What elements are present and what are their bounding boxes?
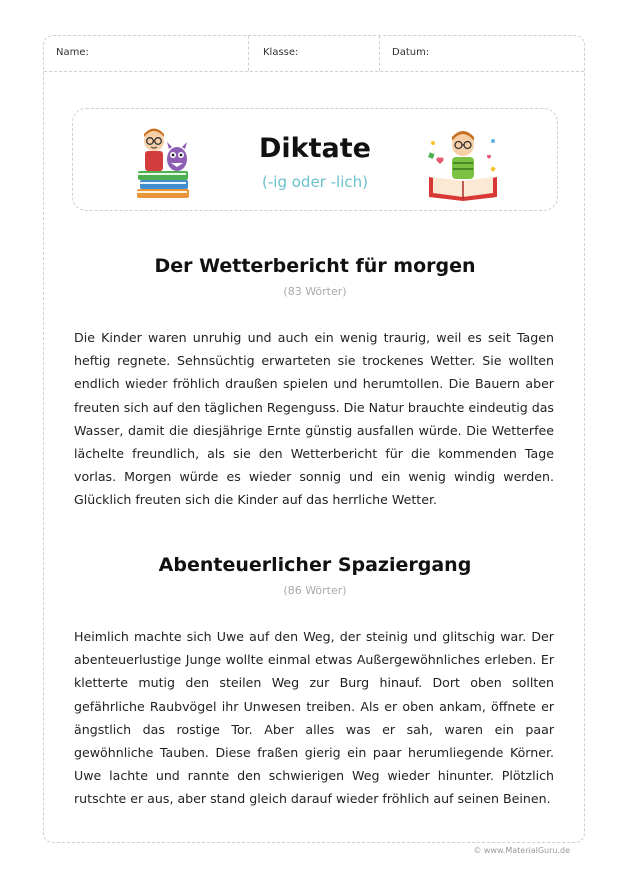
copyright-notice: © www.MaterialGuru.de (473, 846, 570, 855)
klasse-field[interactable] (249, 36, 380, 71)
worksheet-title: Diktate (259, 133, 371, 164)
title-box (72, 108, 558, 211)
name-field[interactable] (44, 36, 249, 71)
datum-label: Datum: (392, 47, 430, 58)
story-title-wetterbericht: Der Wetterbericht für morgen (154, 255, 476, 277)
name-label: Name: (56, 47, 89, 58)
boy-reading-book-icon (423, 121, 503, 201)
story-text-wetterbericht: Die Kinder waren unruhig und auch ein wenig traurig, weil es seit Tagen heftig regnete. Sehnsüchtig erwarteten sie trockenes Wetter. Sie wollten endlich wieder fröhlich draußen spielen und herumtollen. Die Bauern aber freuten sich auf den täglichen Regenguss. Die Natur brauchte eindeutig das Wasser, damit die diesjährige Ernte günstig ausfallen würde. Die Wetterfee lächelte freundlich, als sie den Wetterbericht für die kommenden Tage vorlas. Morgen würde es wieder sonnig und ein wenig windig werden. Glücklich freuten sich die Kinder auf das herrliche Wetter. (74, 330, 554, 508)
story-text-spaziergang: Heimlich machte sich Uwe auf den Weg, der steinig und glitschig war. Der abenteuerlustige Junge wollte einmal etwas Außergewöhnliches erleben. Er kletterte mutig den steilen Weg zur Burg hinauf. Dort oben sollten gefährliche Raubvögel ihr Unwesen treiben. Als er oben ankam, öffnete er ängstlich das rostige Tor. Aber alles was er sah, waren ein paar gewöhnliche Tauben. Diese fraßen gierig ein paar herumliegende Körner. Uwe lachte und rannte den schwierigen Weg wieder hinunter. Plötzlich rutschte er aus, aber stand gleich darauf wieder fröhlich auf seinen Beinen. (74, 629, 554, 807)
story-word-count-spaziergang: (86 Wörter) (283, 584, 347, 597)
klasse-label: Klasse: (263, 47, 299, 58)
student-info-row (44, 36, 584, 72)
datum-field[interactable] (380, 36, 584, 71)
story-word-count-wetterbericht: (83 Wörter) (283, 285, 347, 298)
story-title-spaziergang: Abenteuerlicher Spaziergang (158, 554, 472, 576)
worksheet-subtitle: (-ig oder -lich) (262, 173, 368, 191)
